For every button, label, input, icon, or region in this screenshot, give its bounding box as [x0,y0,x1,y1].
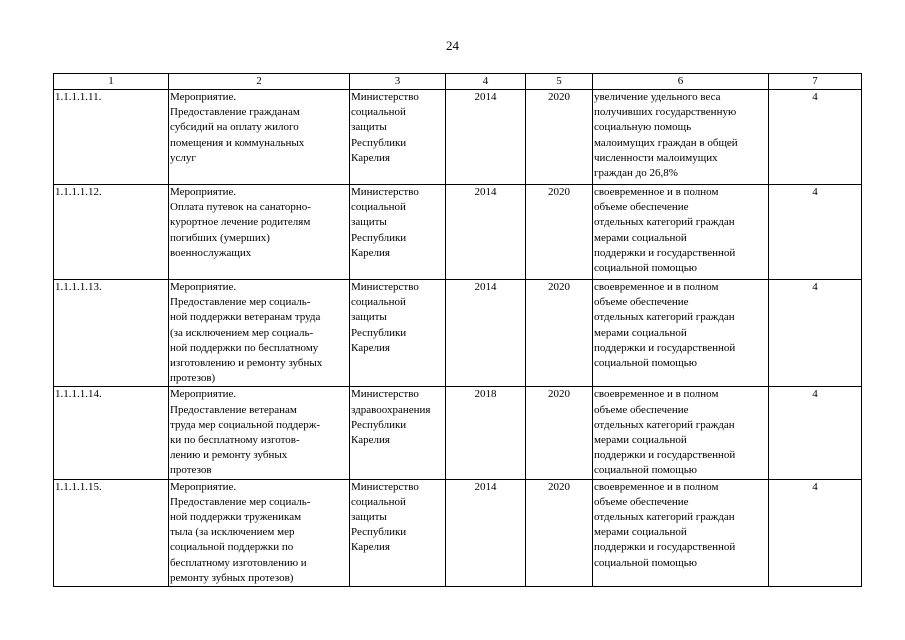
text-line: протезов [170,464,212,477]
text-line: социальной помощью [594,556,698,569]
text-line: курортное лечение родителям [170,216,311,229]
end-year: 2020 [526,479,593,586]
text-line: Мероприятие. [170,281,237,293]
text-line: мерами социальной [594,526,687,539]
column-7-value: 4 [769,479,862,586]
column-header: 5 [526,74,593,90]
text-line: Министерство [351,186,419,198]
text-line: своевременное и в полном [594,186,719,198]
text-line: услуг [170,151,196,164]
text-line: Министерство [351,281,419,293]
text-line: ремонту зубных протезов) [170,571,294,584]
activity-description [169,387,350,479]
text-line: получивших государственную [594,106,737,119]
text-line: Мероприятие. [170,91,237,103]
text-line: лению и ремонту зубных [170,449,288,462]
text-line: социальной помощью [594,262,698,275]
responsible-executor [350,387,446,479]
expected-result [593,90,769,185]
text-line: отдельных категорий граждан [594,216,735,229]
activity-code: 1.1.1.1.13. [54,280,169,387]
text-line: Мероприятие. [170,388,237,401]
text-line: объеме обеспечение [594,495,689,508]
text-line: мерами социальной [594,326,687,339]
text-line: мерами социальной [594,231,687,244]
text-line: труда мер социальной поддерж- [170,418,320,431]
text-line: объеме обеспечение [594,296,689,309]
text-line: поддержки и государственной [594,449,736,462]
activity-code: 1.1.1.1.15. [54,479,169,586]
page-number: 24 [446,38,459,53]
column-header: 6 [593,74,769,90]
text-line: бесплатному изготовлению и [170,556,307,569]
text-line: Оплата путевок на санаторно- [170,201,311,214]
text-line: Мероприятие. [170,480,237,493]
activity-description [169,90,350,185]
responsible-executor [350,185,446,280]
text-line: тыла (за исключением мер [170,526,295,539]
text-line: социальной [351,495,406,508]
text-line: Предоставление мер социаль- [170,296,311,309]
text-line: ной поддержки труженикам [170,511,302,524]
text-line: Карелия [351,341,390,354]
text-line: отдельных категорий граждан [594,511,735,524]
text-line: объеме обеспечение [594,201,689,214]
text-line: помещения и коммунальных [170,136,305,149]
text-line: ной поддержки ветеранам труда [170,311,321,324]
text-line: поддержки и государственной [594,541,736,554]
text-line: защиты [351,311,387,324]
text-line: Министерство [351,91,419,103]
text-line: здравоохранения [351,403,431,416]
text-line: своевременное и в полном [594,480,719,493]
table-row [54,90,862,185]
end-year: 2020 [526,90,593,185]
column-header: 3 [350,74,446,90]
text-line: Республики [351,326,407,339]
text-line: защиты [351,216,387,229]
text-line: социальной поддержки по [170,541,294,554]
activity-code: 1.1.1.1.11. [54,90,169,185]
text-line: мерами социальной [594,434,687,447]
start-year: 2014 [446,90,526,185]
activity-code: 1.1.1.1.12. [54,185,169,280]
column-7-value: 4 [769,90,862,185]
table-row [54,185,862,280]
table-row [54,479,862,586]
text-line: социальную помощь [594,121,692,134]
program-activities-table [53,73,862,587]
table-row [54,280,862,387]
text-line: протезов) [170,372,216,385]
text-line: малоимущих граждан в общей [594,136,738,149]
text-line: Республики [351,418,407,431]
text-line: военнослужащих [170,246,252,259]
end-year: 2020 [526,280,593,387]
text-line: Предоставление ветеранам [170,403,297,416]
responsible-executor [350,90,446,185]
text-line: изготовлению и ремонту зубных [170,357,323,370]
text-line: социальной помощью [594,464,698,477]
text-line: поддержки и государственной [594,246,736,259]
text-line: ки по бесплатному изготов- [170,434,300,447]
text-line: Министерство [351,388,419,401]
responsible-executor [350,479,446,586]
text-line: численности малоимущих [594,151,718,164]
activity-description [169,185,350,280]
column-header: 2 [169,74,350,90]
text-line: Карелия [351,151,390,164]
text-line: социальной [351,296,406,309]
column-header: 4 [446,74,526,90]
column-7-value: 4 [769,280,862,387]
start-year: 2018 [446,387,526,479]
text-line: своевременное и в полном [594,388,719,401]
expected-result [593,479,769,586]
header-row [54,74,862,90]
column-header: 1 [54,74,169,90]
text-line: защиты [351,511,387,524]
text-line: отдельных категорий граждан [594,418,735,431]
end-year: 2020 [526,185,593,280]
text-line: Предоставление гражданам [170,106,300,119]
column-header: 7 [769,74,862,90]
responsible-executor [350,280,446,387]
activity-code: 1.1.1.1.14. [54,387,169,479]
text-line: отдельных категорий граждан [594,311,735,324]
text-line: защиты [351,121,387,134]
text-line: Карелия [351,434,390,447]
text-line: поддержки и государственной [594,341,736,354]
start-year: 2014 [446,479,526,586]
text-line: ной поддержки по бесплатному [170,341,319,354]
expected-result [593,387,769,479]
expected-result [593,185,769,280]
column-7-value: 4 [769,387,862,479]
expected-result [593,280,769,387]
text-line: субсидий на оплату жилого [170,121,299,134]
text-line: (за исключением мер социаль- [170,326,314,339]
text-line: погибших (умерших) [170,231,270,244]
text-line: своевременное и в полном [594,281,719,293]
text-line: Республики [351,526,407,539]
table-row [54,387,862,479]
end-year: 2020 [526,387,593,479]
text-line: социальной помощью [594,357,698,370]
text-line: Предоставление мер социаль- [170,495,311,508]
text-line: Карелия [351,246,390,259]
column-7-value: 4 [769,185,862,280]
text-line: Республики [351,136,407,149]
activity-description [169,280,350,387]
activity-description [169,479,350,586]
start-year: 2014 [446,280,526,387]
text-line: социальной [351,201,406,214]
text-line: Республики [351,231,407,244]
text-line: Мероприятие. [170,186,237,198]
text-line: Министерство [351,480,419,493]
text-line: граждан до 26,8% [594,167,678,180]
text-line: социальной [351,106,406,119]
start-year: 2014 [446,185,526,280]
text-line: объеме обеспечение [594,403,689,416]
text-line: Карелия [351,541,390,554]
text-line: увеличение удельного веса [594,91,721,103]
